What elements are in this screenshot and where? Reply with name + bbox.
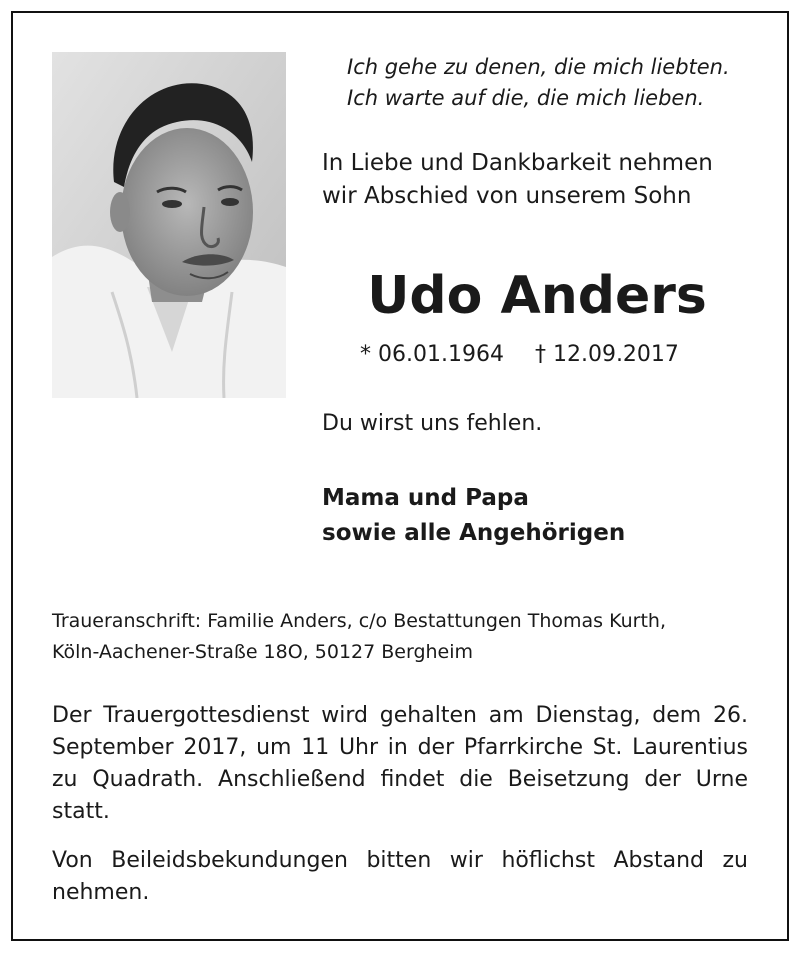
portrait-photo [52,52,286,398]
address-line-2: Köln-Aachener-Straße 18O, 50127 Bergheim [52,641,474,663]
portrait-image [52,52,286,398]
intro-line-1: In Liebe und Dankbarkeit nehmen [322,150,713,176]
intro-line-2: wir Abschied von unserem Sohn [322,183,692,209]
address-line-1: Traueranschrift: Familie Anders, c/o Bestattungen Thomas Kurth, [52,610,667,632]
funeral-service-text: Der Trauergottesdienst wird gehalten am Dienstag, dem 26. September 2017, um 11 Uhr in der Pfarrkirche St. Laurentius zu Quadrath. Anschließend findet die Beisetzung der Urne statt. [52,703,748,824]
intro-text [322,147,762,213]
quote-line-2: Ich warte auf die, die mich lieben. [347,86,705,110]
death-date: † 12.09.2017 [534,342,679,367]
memorial-quote [340,52,760,114]
birth-date: * 06.01.1964 [360,342,504,367]
signers-line-1: Mama und Papa [322,485,529,511]
mourning-address [52,606,752,668]
signers-line-2: sowie alle Angehörigen [322,520,626,546]
condolence-note: Von Beileidsbekundungen bitten wir höflichst Abstand zu nehmen. [52,848,748,905]
life-dates [360,340,780,370]
farewell-text: Du wirst uns fehlen. [322,411,543,436]
deceased-name: Udo Anders [367,266,707,326]
signers [322,481,625,551]
quote-line-1: Ich gehe zu denen, die mich liebten. [347,55,730,79]
